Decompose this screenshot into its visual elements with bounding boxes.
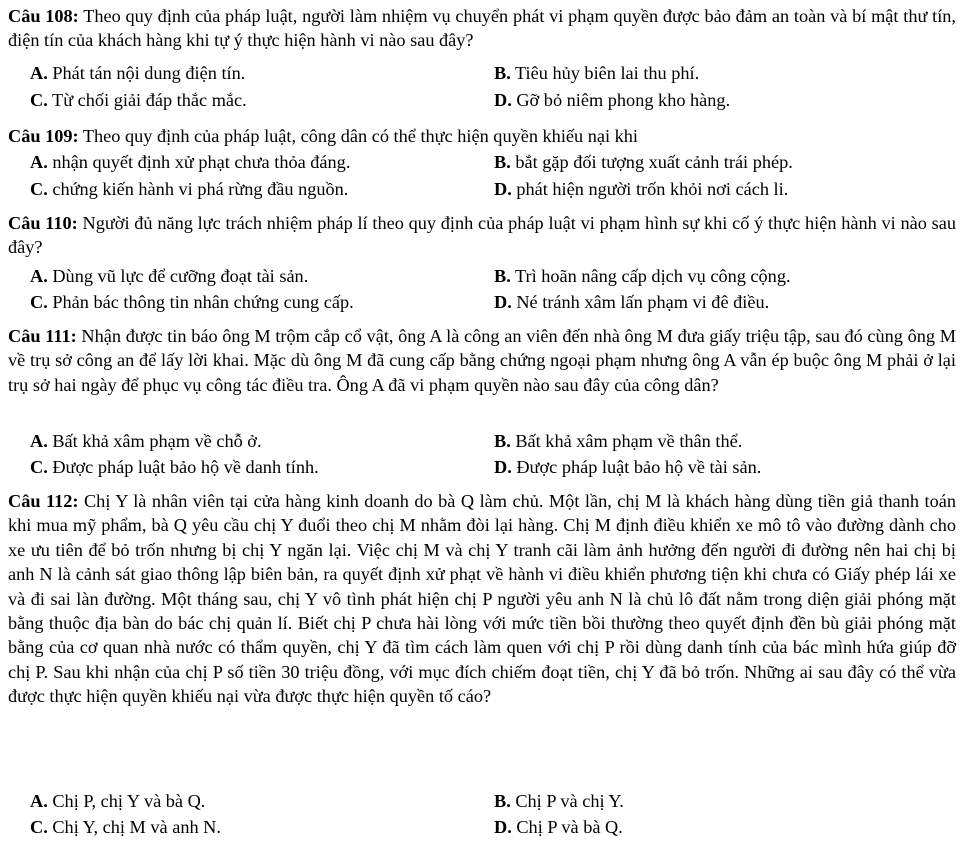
option-text: Chị P và chị Y. xyxy=(515,791,624,811)
question-110 xyxy=(8,211,956,260)
option-text: Chị Y, chị M và anh N. xyxy=(52,817,221,837)
question-text: Nhận được tin báo ông M trộm cắp cổ vật, ông A là công an viên đến nhà ông M đưa giấy triệu tập, sau đó cùng ông M về trụ sở công an để lấy lời khai. Mặc dù ông M đã cung cấp bằng chứng ngoại phạm nhưng ông A vẫn ép buộc ông M phải ở lại trụ sở hai ngày để phục vụ công tác điều tra. Ông A đã vi phạm quyền nào sau đây của công dân? xyxy=(8,326,957,395)
option-text: Được pháp luật bảo hộ về tài sản. xyxy=(516,457,762,477)
option-letter: D. xyxy=(494,90,512,110)
option-text: Tiêu hủy biên lai thu phí. xyxy=(515,63,700,83)
option-text: bắt gặp đối tượng xuất cảnh trái phép. xyxy=(515,152,793,172)
option-text: chứng kiến hành vi phá rừng đầu nguồn. xyxy=(52,179,349,199)
option-text: Chị P, chị Y và bà Q. xyxy=(52,791,206,811)
option-text: nhận quyết định xử phạt chưa thỏa đáng. xyxy=(52,152,351,172)
option-d xyxy=(494,815,623,839)
option-letter: C. xyxy=(30,457,48,477)
option-letter: B. xyxy=(494,431,511,451)
question-109 xyxy=(8,124,956,148)
option-row xyxy=(0,789,962,813)
option-letter: A. xyxy=(30,791,48,811)
option-text: Chị P và bà Q. xyxy=(516,817,623,837)
option-a xyxy=(30,789,205,813)
option-row xyxy=(0,177,962,201)
option-c xyxy=(30,815,221,839)
question-text: Chị Y là nhân viên tại cửa hàng kinh doanh do bà Q làm chủ. Một lần, chị M là khách hàng dùng tiền giả thanh toán khi mua mỹ phẩm, bà Q yêu cầu chị Y đuổi theo chị M nhằm đòi lại hàng. Chị M định điều khiển xe mô tô vào đường dành cho xe ưu tiên để bỏ trốn nhưng bị chị Y ngăn lại. Việc chị M và chị Y tranh cãi làm ảnh hưởng đến người đi đường nên hai chị bị anh N là cảnh sát giao thông lập biên bản, ra quyết định xử phạt về hành vi điều khiển phương tiện khi chưa có Giấy phép lái xe và đi sai làn đường. Một tháng sau, chị Y vô tình phát hiện chị P người yêu anh N là chủ lô đất nằm trong diện giải phóng mặt bằng thuộc địa bàn do bác chị quản lí. Biết chị P chưa hài lòng với mức tiền bồi thường theo quyết định đền bù giải phóng mặt bằng của cơ quan nhà nước có thẩm quyền, chị Y đã tìm cách làm quen với chị P rồi dùng danh tính của bác mình hứa giúp đỡ chị P. Sau khi nhận của chị P số tiền 30 triệu đồng, với mục đích chiếm đoạt tiền, chị Y đã bỏ trốn. Những ai sau đây có thể vừa được thực hiện quyền khiếu nại vừa được thực hiện quyền tố cáo? xyxy=(8,491,956,707)
option-text: Phản bác thông tin nhân chứng cung cấp. xyxy=(52,292,354,312)
option-letter: D. xyxy=(494,817,512,837)
option-row xyxy=(0,290,962,314)
option-letter: D. xyxy=(494,179,512,199)
option-letter: A. xyxy=(30,266,48,286)
option-row xyxy=(0,264,962,288)
option-letter: A. xyxy=(30,63,48,83)
option-row xyxy=(0,815,962,839)
option-text: Phát tán nội dung điện tín. xyxy=(52,63,246,83)
option-a xyxy=(30,61,245,85)
option-a xyxy=(30,429,262,453)
option-letter: C. xyxy=(30,292,48,312)
option-letter: B. xyxy=(494,63,511,83)
option-c xyxy=(30,290,354,314)
option-letter: B. xyxy=(494,266,511,286)
option-letter: B. xyxy=(494,791,511,811)
option-d xyxy=(494,455,761,479)
option-c xyxy=(30,177,348,201)
option-b xyxy=(494,429,742,453)
option-a xyxy=(30,264,308,288)
question-112 xyxy=(8,489,956,709)
option-row xyxy=(0,429,962,453)
option-b xyxy=(494,264,791,288)
option-text: phát hiện người trốn khỏi nơi cách li. xyxy=(516,179,789,199)
question-111 xyxy=(8,324,956,397)
option-text: Gỡ bỏ niêm phong kho hàng. xyxy=(516,90,731,110)
option-text: Bất khả xâm phạm về chỗ ở. xyxy=(52,431,262,451)
option-letter: B. xyxy=(494,152,511,172)
option-b xyxy=(494,150,793,174)
option-text: Trì hoãn nâng cấp dịch vụ công cộng. xyxy=(515,266,791,286)
question-label: Câu 111: xyxy=(8,326,77,346)
question-label: Câu 110: xyxy=(8,213,78,233)
option-letter: C. xyxy=(30,90,48,110)
question-label: Câu 109: xyxy=(8,126,79,146)
option-text: Được pháp luật bảo hộ về danh tính. xyxy=(52,457,319,477)
question-text: Theo quy định của pháp luật, công dân có thể thực hiện quyền khiếu nại khi xyxy=(82,126,638,146)
question-108 xyxy=(8,4,956,53)
option-d xyxy=(494,290,769,314)
option-letter: D. xyxy=(494,457,512,477)
option-b xyxy=(494,789,624,813)
option-letter: A. xyxy=(30,431,48,451)
option-c xyxy=(30,88,247,112)
option-c xyxy=(30,455,319,479)
option-text: Từ chối giải đáp thắc mắc. xyxy=(52,90,247,110)
option-d xyxy=(494,88,730,112)
option-letter: A. xyxy=(30,152,48,172)
option-letter: C. xyxy=(30,179,48,199)
question-label: Câu 112: xyxy=(8,491,79,511)
question-text: Người đủ năng lực trách nhiệm pháp lí theo quy định của pháp luật vi phạm hình sự khi cố ý thực hiện hành vi nào sau đây? xyxy=(8,213,956,258)
option-letter: D. xyxy=(494,292,512,312)
option-row xyxy=(0,88,962,112)
option-letter: C. xyxy=(30,817,48,837)
option-d xyxy=(494,177,788,201)
option-text: Né tránh xâm lấn phạm vi đê điều. xyxy=(516,292,770,312)
question-text: Theo quy định của pháp luật, người làm nhiệm vụ chuyển phát vi phạm quyền được bảo đảm an toàn và bí mật thư tín, điện tín của khách hàng khi tự ý thực hiện hành vi nào sau đây? xyxy=(8,6,956,51)
option-text: Bất khả xâm phạm về thân thể. xyxy=(515,431,743,451)
option-text: Dùng vũ lực để cưỡng đoạt tài sản. xyxy=(52,266,309,286)
option-row xyxy=(0,61,962,85)
option-b xyxy=(494,61,699,85)
option-a xyxy=(30,150,350,174)
option-row xyxy=(0,150,962,174)
option-row xyxy=(0,455,962,479)
question-label: Câu 108: xyxy=(8,6,79,26)
